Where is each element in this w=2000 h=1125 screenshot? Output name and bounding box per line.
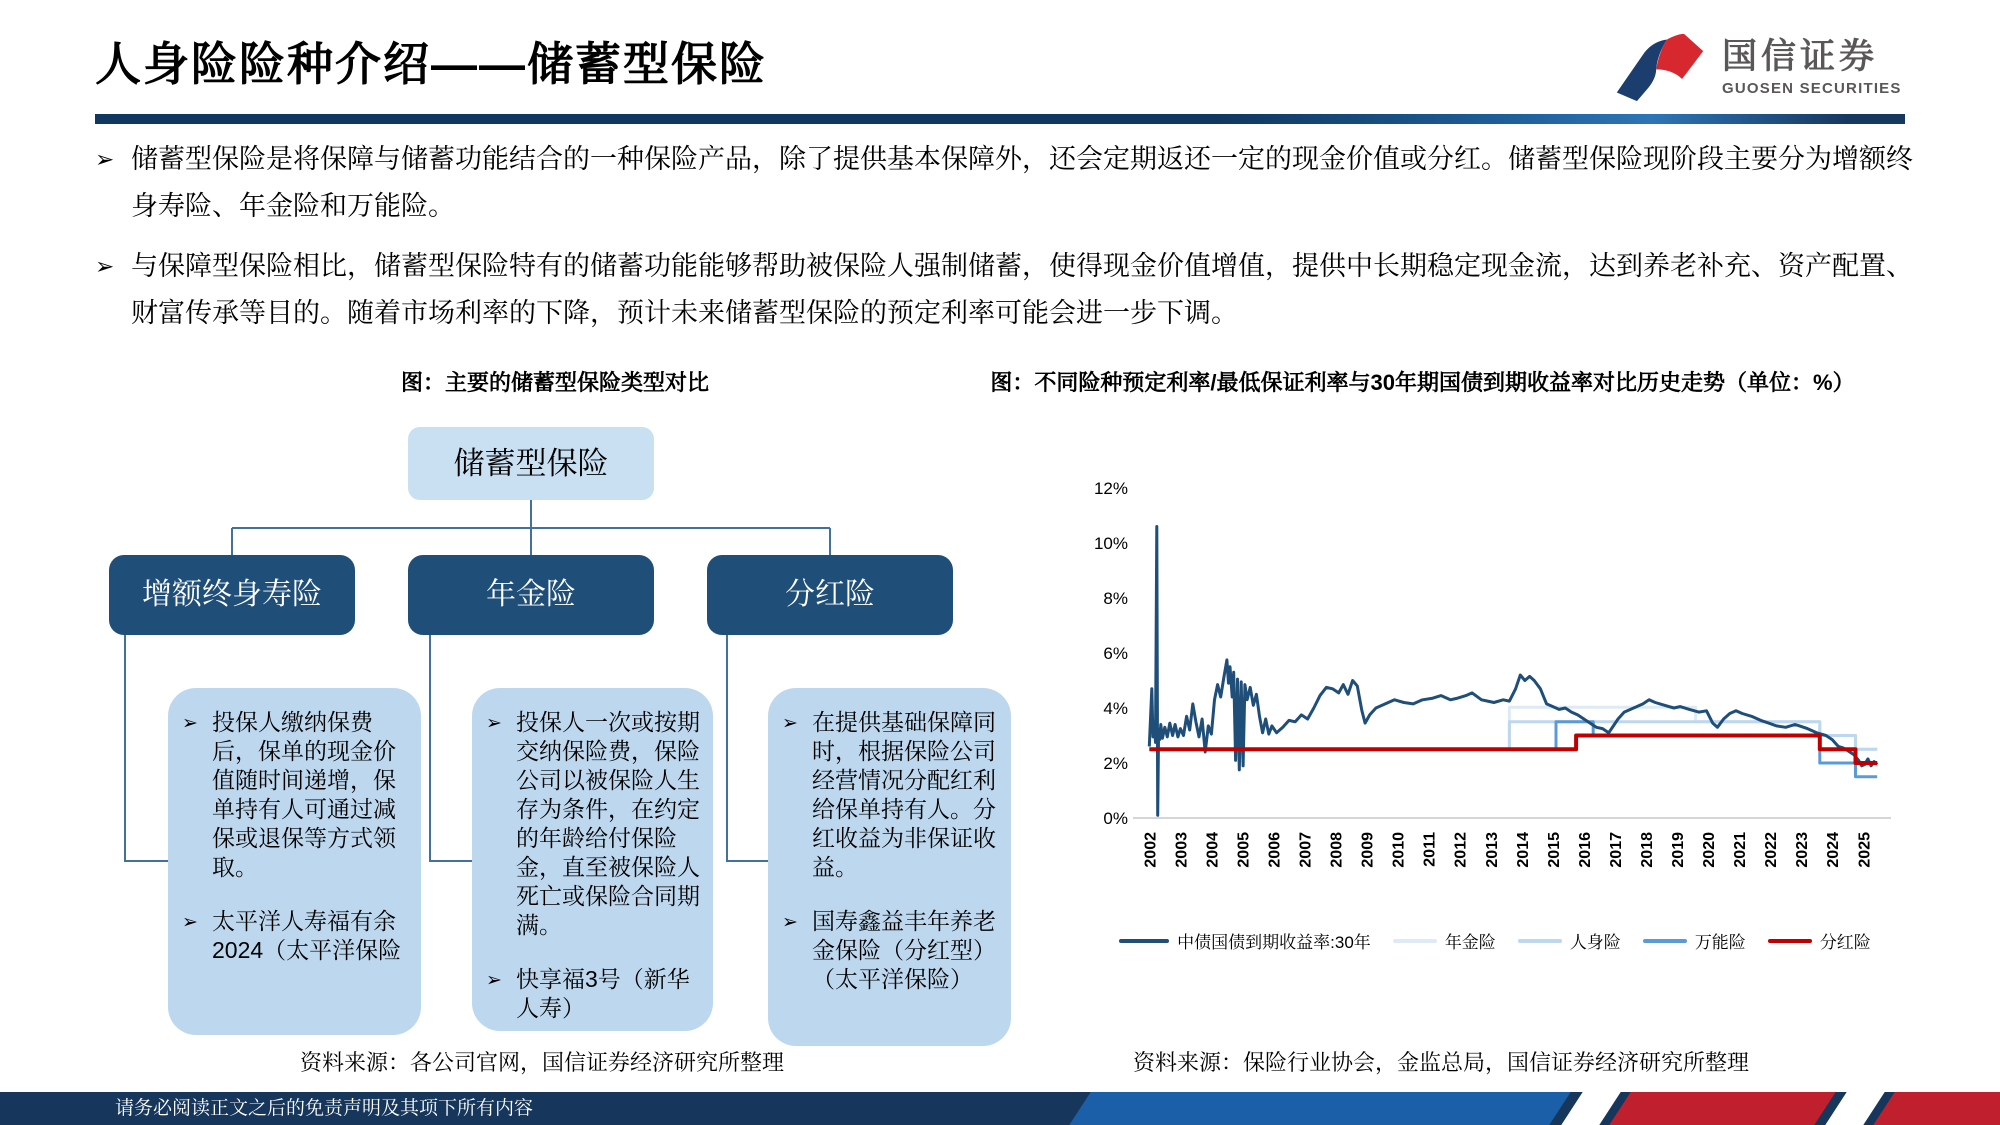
diagram-desc-box-2 [472,688,713,1031]
guosen-logo-icon [1612,30,1708,104]
diagram-branch-box-1: 增额终身寿险 [109,555,355,635]
desc-point [486,965,703,1023]
y-tick-label: 0% [1103,809,1128,828]
arrow-bullet-icon: ➢ [782,912,798,933]
x-tick-label: 2023 [1794,832,1812,868]
desc-point-text: 在提供基础保障同时，根据保险公司经营情况分配红利给保单持有人。分红收益为非保证收益。 [812,709,996,880]
legend-swatch [1119,939,1169,943]
x-tick-label: 2021 [1732,832,1750,868]
x-tick-label: 2012 [1452,832,1470,868]
x-tick-label: 2022 [1763,832,1781,868]
bullet-2-text: 与保障型保险相比，储蓄型保险特有的储蓄功能能够帮助被保险人强制储蓄，使得现金价值增值，提供中长期稳定现金流，达到养老补充、资产配置、财富传承等目的。随着市场利率的下降，预计未来储蓄型保险的预定利率可能会进一步下调。 [131,251,1913,328]
chart-legend [1085,928,1905,953]
diagram-root-box: 储蓄型保险 [408,427,654,500]
y-tick-label: 2% [1103,754,1128,773]
desc-point-text: 太平洋人寿福有余2024（太平洋保险 [212,908,402,963]
page-title: 人身险险种介绍——储蓄型保险 [95,38,767,90]
desc-point-text: 投保人缴纳保费后，保单的现金价值随时间递增，保单持有人可通过减保或退保等方式领取。 [212,709,396,880]
desc-point [182,708,411,882]
x-tick-label: 2009 [1359,832,1377,868]
legend-swatch [1393,939,1437,943]
legend-label: 年金险 [1444,933,1496,952]
chart-series-line [1149,736,1877,764]
arrow-bullet-icon: ➢ [782,713,798,734]
footer-red-band [1609,1092,1835,1125]
legend-item [1768,928,1871,953]
desc-point-text: 快享福3号（新华人寿） [516,966,690,1021]
x-tick-label: 2007 [1297,832,1315,868]
x-tick-label: 2010 [1390,832,1408,868]
x-tick-label: 2018 [1638,832,1656,868]
x-tick-label: 2024 [1825,832,1843,868]
desc-point-text: 投保人一次或按期交纳保险费，保险公司以被保险人生存为条件，在约定的年龄给付保险金，直至被保险人死亡或保险合同期满。 [516,709,700,938]
x-tick-label: 2014 [1514,832,1532,868]
x-tick-label: 2011 [1421,832,1439,867]
right-figure-title: 图：不同险种预定利率/最低保证利率与30年期国债到期收益率对比历史走势（单位：%） [990,370,1855,395]
logo-text-cn: 国信证券 [1722,36,1879,76]
y-tick-label: 8% [1103,589,1128,608]
x-tick-label: 2016 [1576,832,1594,868]
chart-canvas [1085,450,1905,920]
legend-swatch [1643,939,1687,943]
footer-disclaimer: 请务必阅读正文之后的免责声明及其项下所有内容 [115,1098,534,1119]
y-tick-label: 10% [1093,534,1128,553]
legend-label: 中债国债到期收益率:30年 [1177,933,1371,952]
x-tick-label: 2025 [1856,832,1874,868]
legend-item [1393,928,1496,953]
x-tick-label: 2006 [1266,832,1284,868]
diagram-branch-box-3: 分红险 [707,555,953,635]
legend-item [1518,928,1621,953]
desc-point [782,907,1001,994]
legend-item [1643,928,1746,953]
desc-point-text: 国寿鑫益丰年养老金保险（分红型）（太平洋保险） [812,908,996,992]
rate-history-chart [1085,450,1905,920]
logo-text-en: GUOSEN SECURITIES [1722,79,1902,97]
legend-label: 分红险 [1819,933,1871,952]
x-tick-label: 2005 [1235,832,1253,868]
x-tick-label: 2015 [1545,832,1563,868]
diagram-desc-box-1 [168,688,421,1035]
x-tick-label: 2004 [1204,832,1222,868]
x-tick-label: 2003 [1173,832,1191,868]
chart-series-line [1509,707,1877,749]
y-tick-label: 4% [1103,699,1128,718]
arrow-bullet-icon: ➢ [95,253,115,279]
arrow-bullet-icon: ➢ [182,912,198,933]
footer-bar [0,1092,2000,1125]
legend-item [1119,928,1371,953]
left-figure-title: 图：主要的储蓄型保险类型对比 [400,370,709,395]
arrow-bullet-icon: ➢ [182,713,198,734]
x-tick-label: 2008 [1328,832,1346,868]
arrow-bullet-icon: ➢ [486,970,502,991]
legend-swatch [1768,939,1812,943]
bullet-1-text: 储蓄型保险是将保障与储蓄功能结合的一种保险产品，除了提供基本保障外，还会定期返还一定的现金价值或分红。储蓄型保险现阶段主要分为增额终身寿险、年金险和万能险。 [131,144,1913,221]
legend-label: 万能险 [1694,933,1746,952]
x-tick-label: 2017 [1607,832,1625,868]
arrow-bullet-icon: ➢ [486,713,502,734]
arrow-bullet-icon: ➢ [95,146,115,172]
x-tick-label: 2002 [1142,832,1160,868]
x-tick-label: 2013 [1483,832,1501,868]
x-tick-label: 2020 [1701,832,1719,868]
legend-label: 人身险 [1569,933,1621,952]
x-tick-label: 2019 [1670,832,1688,868]
chart-series-line [1149,527,1877,816]
diagram-branch-box-2: 年金险 [408,555,654,635]
left-source-note: 资料来源：各公司官网，国信证券经济研究所整理 [300,1050,785,1075]
footer-blue-band [1069,1092,1570,1125]
diagram-desc-box-3 [768,688,1011,1046]
y-tick-label: 12% [1093,479,1128,498]
right-source-note: 资料来源：保险行业协会，金监总局，国信证券经济研究所整理 [1133,1050,1750,1075]
desc-point [182,907,411,965]
y-tick-label: 6% [1103,644,1128,663]
guosen-logo [1612,30,1902,104]
desc-point [486,708,703,940]
desc-point [782,708,1001,882]
footer-red-band [1873,1092,2000,1125]
legend-swatch [1518,939,1562,943]
